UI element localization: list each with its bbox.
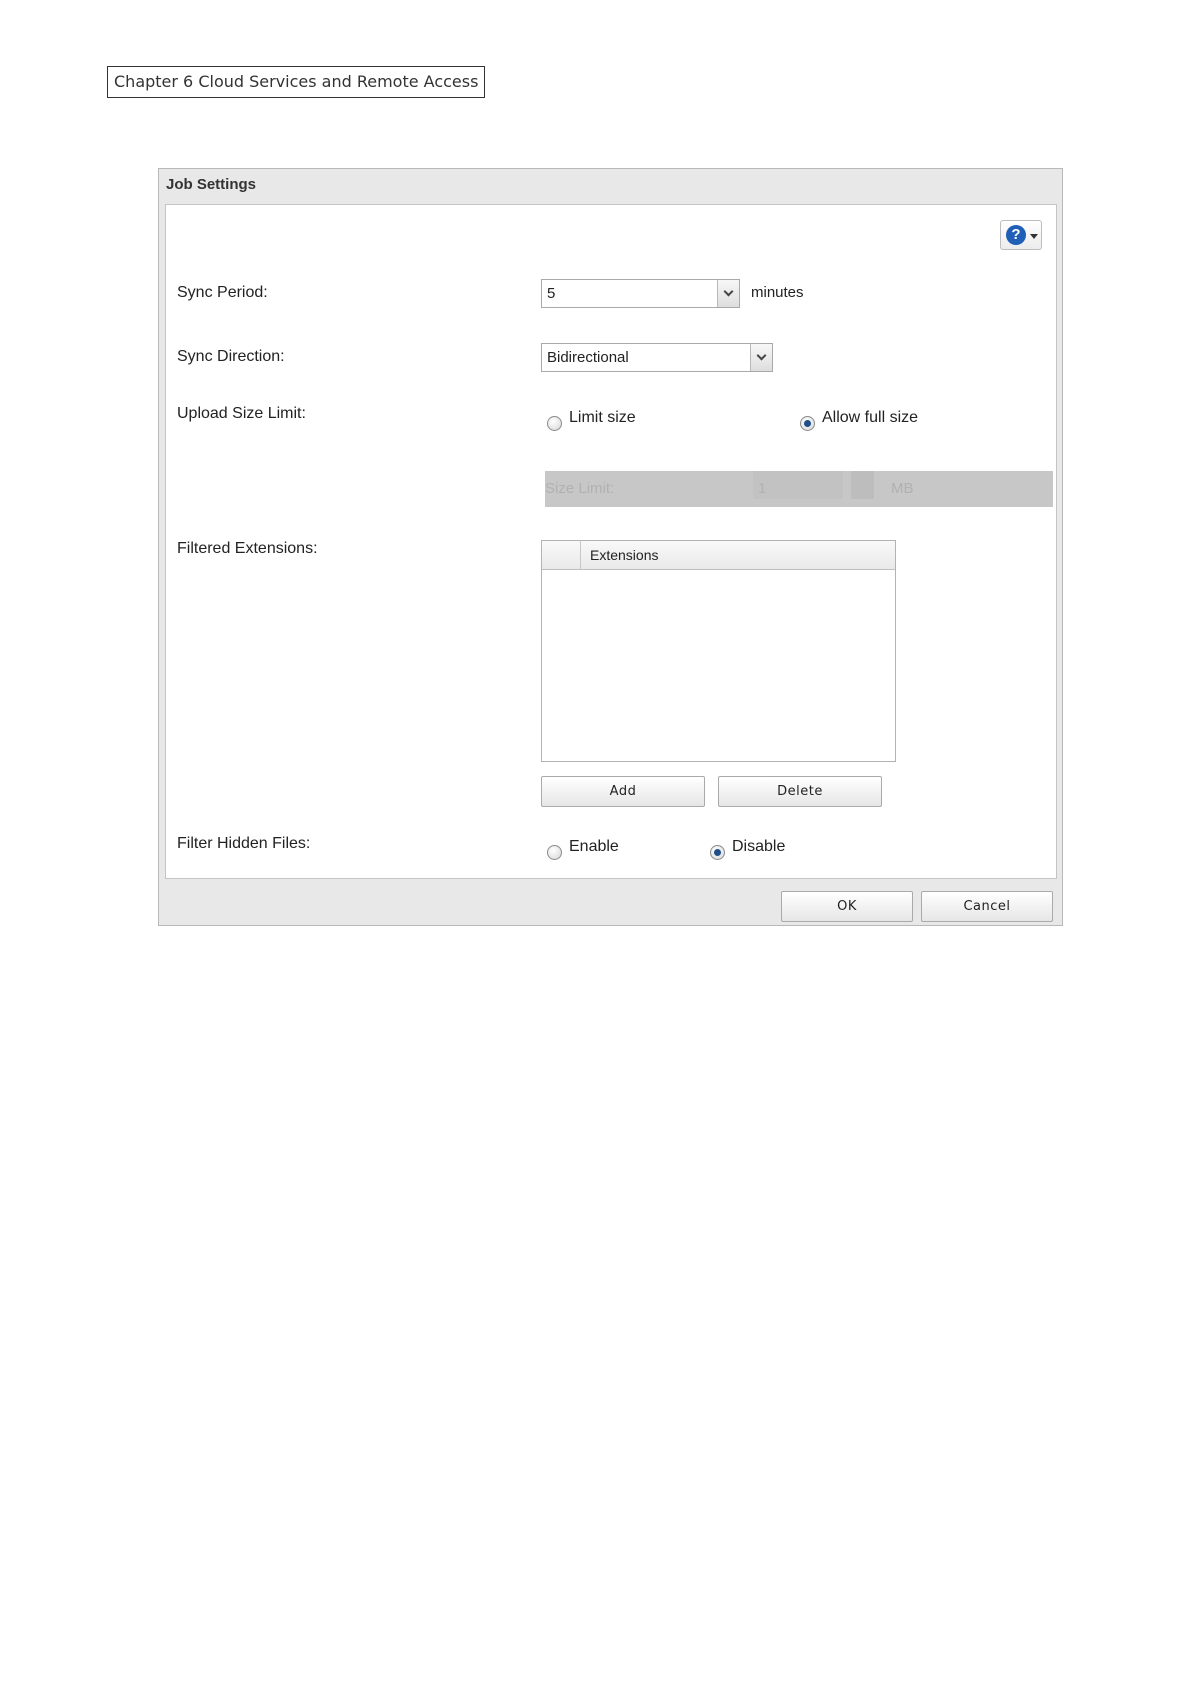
size-limit-unit: MB bbox=[891, 480, 914, 497]
sync-direction-value: Bidirectional bbox=[547, 349, 629, 366]
sync-direction-dropdown-button[interactable] bbox=[750, 344, 772, 371]
size-limit-input bbox=[753, 471, 843, 499]
add-button[interactable]: Add bbox=[541, 776, 705, 807]
extensions-grid[interactable] bbox=[541, 540, 896, 762]
sync-period-value: 5 bbox=[547, 285, 556, 302]
disable-radio[interactable] bbox=[710, 845, 725, 860]
enable-radio-label: Enable bbox=[569, 838, 619, 855]
sync-direction-select[interactable] bbox=[541, 343, 773, 372]
disable-radio-label: Disable bbox=[732, 838, 786, 855]
ok-button[interactable]: OK bbox=[781, 891, 913, 922]
upload-size-limit-label: Upload Size Limit: bbox=[177, 405, 306, 422]
dialog-body bbox=[165, 204, 1057, 879]
select-all-column[interactable] bbox=[542, 541, 581, 569]
sync-period-unit: minutes bbox=[751, 284, 804, 301]
size-limit-value: 1 bbox=[758, 480, 767, 497]
sync-period-label: Sync Period: bbox=[177, 284, 268, 301]
chevron-down-icon bbox=[724, 287, 734, 297]
delete-button[interactable]: Delete bbox=[718, 776, 882, 807]
sync-period-dropdown-button[interactable] bbox=[717, 280, 739, 307]
sync-period-select[interactable] bbox=[541, 279, 740, 308]
limit-size-radio-label: Limit size bbox=[569, 409, 636, 426]
allow-full-size-radio-label: Allow full size bbox=[822, 409, 919, 426]
filtered-extensions-label: Filtered Extensions: bbox=[177, 540, 318, 557]
cancel-button[interactable]: Cancel bbox=[921, 891, 1053, 922]
dialog-title: Job Settings bbox=[166, 176, 257, 193]
chevron-down-icon bbox=[757, 351, 767, 361]
allow-full-size-radio[interactable] bbox=[800, 416, 815, 431]
limit-size-radio[interactable] bbox=[547, 416, 562, 431]
extensions-column-header[interactable]: Extensions bbox=[590, 547, 659, 563]
size-limit-label: Size Limit: bbox=[545, 480, 615, 497]
size-limit-disabled-row bbox=[545, 471, 1053, 507]
size-limit-spinner bbox=[851, 471, 874, 499]
question-help-icon: ? bbox=[1006, 225, 1026, 245]
filter-hidden-files-label: Filter Hidden Files: bbox=[177, 835, 311, 852]
chevron-down-icon bbox=[1030, 234, 1038, 239]
chapter-header: Chapter 6 Cloud Services and Remote Access bbox=[107, 66, 485, 98]
enable-radio[interactable] bbox=[547, 845, 562, 860]
sync-direction-label: Sync Direction: bbox=[177, 348, 285, 365]
extensions-grid-header bbox=[542, 541, 895, 570]
help-button[interactable] bbox=[1000, 220, 1042, 250]
job-settings-dialog bbox=[158, 168, 1063, 926]
